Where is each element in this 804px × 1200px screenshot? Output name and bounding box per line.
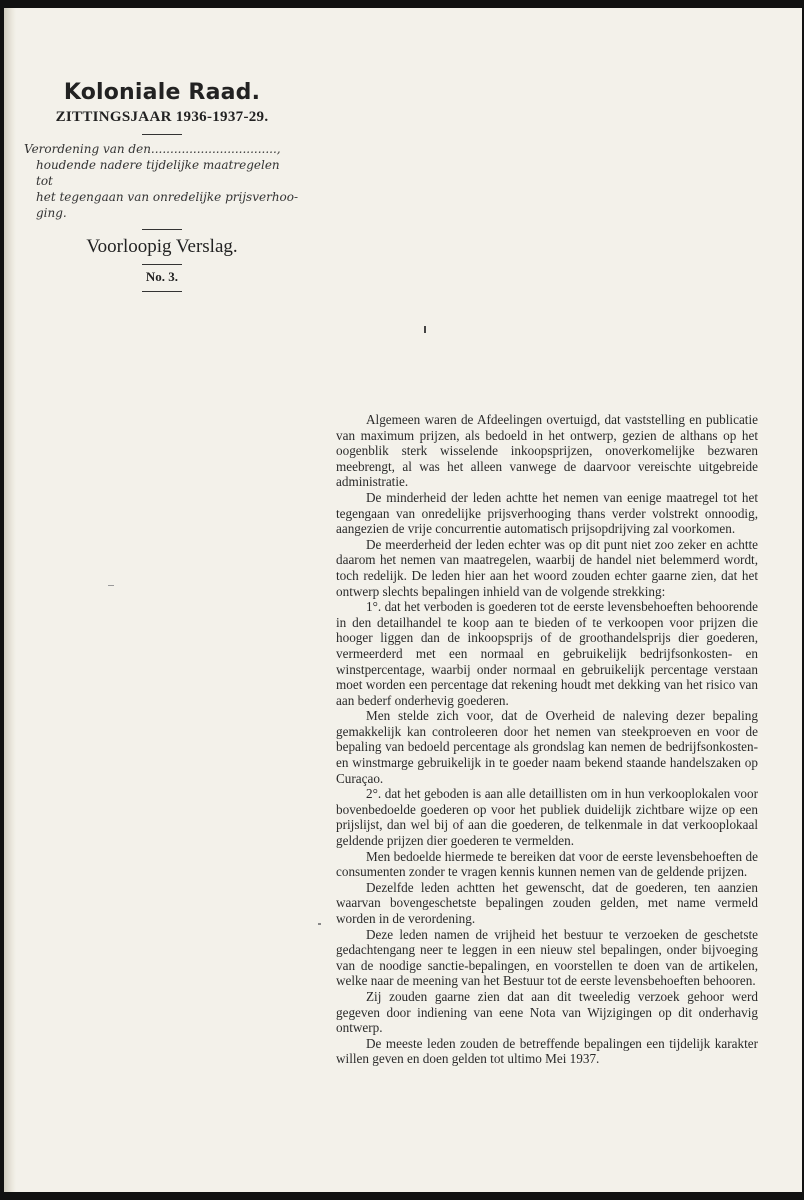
body-paragraph: Dezelfde leden achtten het gewenscht, dat de goederen, ten aanzien waarvan bovengeschetste bepalingen zouden gelden, met name vermeld worden in de verordening. (336, 879, 758, 926)
body-paragraph: De meeste leden zouden de betreffende bepalingen een tijdelijk karakter willen geven en doen gelden tot ultimo Mei 1937. (336, 1035, 758, 1067)
ordinance-line: ging. (36, 206, 67, 220)
header-divider (142, 264, 182, 265)
body-paragraph: Men bedoelde hiermede te bereiken dat voor de eerste levensbehoeften de consumenten zonder te vragen kennis kunnen nemen van de geldende prijzen. (336, 848, 758, 880)
body-paragraph: 2°. dat het geboden is aan alle detaillisten om in hun verkooplokalen voor bovenbedoelde goederen op voor het publiek duidelijk zichtbare wijze op een prijslijst, dan wel bij of aan die goederen, de telkenmale in dat verkooplokaal geldende prijzen dier goederen te vermelden. (336, 786, 758, 849)
ordinance-line: Verordening van den................................., (24, 142, 281, 156)
ordinance-line: het tegengaan van onredelijke prijsverhoo- (36, 190, 299, 204)
body-paragraph: Zij zouden gaarne zien dat aan dit tweeledig verzoek gehoor werd gegeven door indiening van eene Nota van Wijzigingen op dit onderhavig ontwerp. (336, 988, 758, 1036)
session-number: ZITTINGSJAAR 1936-1937-29. (55, 109, 269, 125)
body-paragraph: De meerderheid der leden echter was op dit punt niet zoo zeker en achtte daarom het nemen van maatregelen, waarbij de handel niet belemmerd wordt, toch redelijk. De leden hier aan het woord zouden echter gaarne zien, dat het ontwerp slechts bepalingen inhield van de volgende strekking: (336, 536, 758, 599)
stray-mark (424, 326, 426, 333)
header-divider (142, 229, 182, 230)
header-divider (142, 134, 182, 135)
document-title: Koloniale Raad. (63, 80, 261, 105)
body-paragraph: Deze leden namen de vrijheid het bestuur te verzoeken de geschetste gedachtengang neer te leggen in een nieuw stel bepalingen, onder bijvoeging van de noodige sanctie-bepalingen, en voorstellen te doen van de artikelen, welke naar de meening van het Bestuur tot de eerste levensbehoeften behooren. (336, 926, 758, 989)
document-number: No. 3. (145, 269, 179, 284)
ordinance-description (24, 141, 300, 221)
body-paragraph: 1°. dat het verboden is goederen tot de eerste levensbehoeften behoorende in den detailhandel te koop aan te bieden of te verkoopen voor prijzen die hooger liggen dan de inkoopsprijs of de groothandelsprijs dier goederen, vermeerderd met een normaal en gebruikelijk bedrijfsonkosten- en winstpercentage, waarbij onder normaal en gebruikelijk percentage verstaan moet worden een percentage dat rekening houdt met dekking van het risico van aan bederf onderhevig goederen. (336, 599, 758, 708)
body-paragraph: Men stelde zich voor, dat de Overheid de naleving dezer bepaling gemakkelijk kan controleeren door het nemen van steekproeven en voor de bepaling van bedoeld percentage als grondslag kan nemen de bedrijfsonkosten- en winstmarge gebruikelijk in te goeder naam bekend staande handelszaken op Curaçao. (336, 708, 758, 786)
header-divider (142, 291, 182, 292)
document-page (4, 8, 802, 1192)
page-fold-shadow (4, 8, 16, 1192)
stray-mark (318, 923, 321, 925)
report-title: Voorloopig Verslag. (86, 236, 238, 257)
document-header (24, 80, 300, 298)
body-paragraph: De minderheid der leden achtte het nemen van eenige maatregel tot het tegengaan van onredelijke prijsverhooging thans verder volstrekt onnoodig, aangezien de vrije concurrentie automatisch prijsopdrijving zal voorkomen. (336, 489, 758, 537)
ordinance-line: houdende nadere tijdelijke maatregelen tot (36, 158, 280, 188)
body-paragraph: Algemeen waren de Afdeelingen overtuigd, dat vaststelling en publicatie van maximum prijzen, als bedoeld in het ontwerp, gezien de althans op het oogenblik sterk wisselende inkoopsprijzen, onoverkomelijke bezwaren meebrengt, al was het alleen vanwege de daarvoor vereischte uitgebreide administratie. (336, 412, 758, 490)
stray-mark (108, 585, 114, 586)
report-body (336, 412, 758, 1067)
